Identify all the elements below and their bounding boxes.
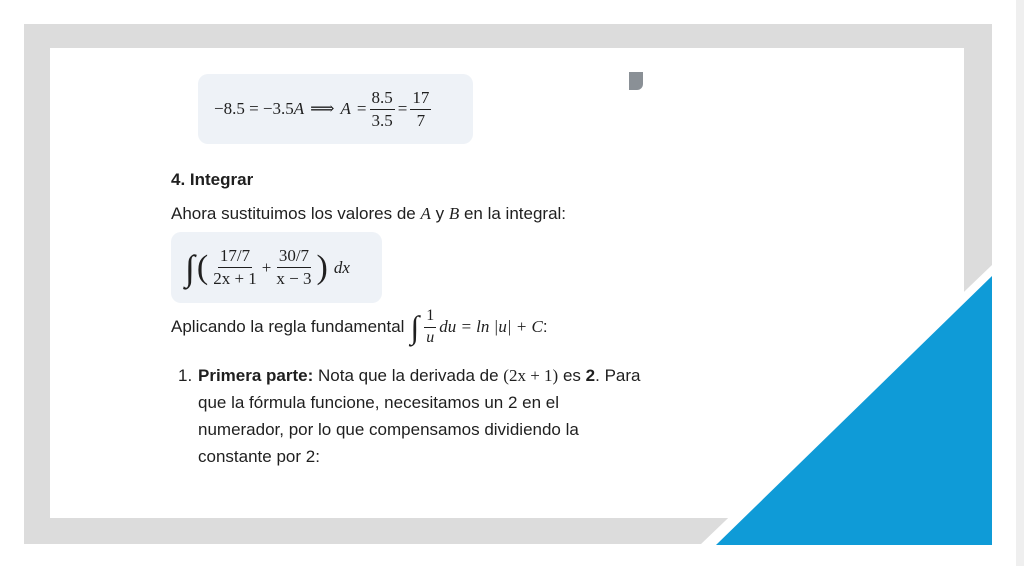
rule-fraction — [424, 308, 436, 347]
equation-fraction-1 — [370, 89, 395, 130]
intro-var-a: A — [420, 204, 431, 223]
intro-text-after: en la integral: — [463, 204, 567, 223]
list-item-math-text: (2x + 1) — [503, 366, 559, 385]
intro-text-y: y — [435, 204, 445, 223]
list-item-text-before: Nota que la derivada de — [318, 366, 499, 385]
fraction-numerator: 30/7 — [277, 247, 311, 268]
list-item-bold-value: 2 — [585, 366, 596, 385]
intro-text-before: Ahora sustituimos los valores de — [171, 204, 416, 223]
fraction-denominator: x − 3 — [276, 269, 312, 288]
equation-var-a2: A — [340, 99, 351, 118]
rule-integral-sign: ∫ — [410, 309, 420, 346]
list-item-period: . — [595, 366, 600, 385]
section-heading: 4. Integrar — [171, 170, 254, 189]
fraction-denominator: 2x + 1 — [213, 269, 257, 288]
close-paren: ) — [316, 248, 328, 286]
fraction-denominator: 3.5 — [371, 110, 393, 130]
fraction-numerator: 1 — [424, 308, 436, 328]
integral-fraction-2 — [274, 247, 313, 288]
equation-fraction-2 — [410, 89, 431, 130]
list-item-body — [198, 362, 648, 470]
scrollbar[interactable] — [1016, 0, 1024, 566]
list-item-text-rest: Para que la fórmula funcione, necesitamos un 2 en el numerador, por lo que compensamos dividiendo la constante por 2: — [198, 366, 641, 466]
rule-colon: : — [542, 317, 548, 337]
list-item — [178, 362, 648, 470]
intro-paragraph — [171, 202, 566, 226]
list-item-math — [503, 366, 558, 385]
open-paren: ( — [196, 248, 209, 286]
list-item-lead: Primera parte: — [198, 366, 314, 385]
equation-implies: ⟹ — [310, 99, 335, 118]
fraction-numerator: 8.5 — [370, 89, 395, 110]
integral-sign: ∫ — [185, 247, 195, 288]
steps-list — [178, 362, 648, 470]
plus-sign: + — [261, 257, 272, 277]
equation-block — [198, 74, 473, 144]
rule-paragraph — [171, 308, 548, 347]
intro-var-b: B — [448, 204, 460, 223]
fraction-denominator: 7 — [416, 110, 426, 130]
list-item-text-es: es — [562, 366, 581, 385]
list-item-number: 1. — [178, 366, 193, 385]
integral-block — [171, 232, 382, 303]
rule-text: Aplicando la regla fundamental — [171, 317, 405, 337]
bookmark-tab-icon — [629, 72, 643, 90]
equation-lhs: −8.5 = −3.5 — [214, 99, 294, 118]
fraction-numerator: 17/7 — [218, 247, 252, 268]
rule-formula-rest: du = ln |u| + C — [439, 317, 543, 337]
equation-equals-2: = — [397, 99, 408, 118]
fraction-numerator: 17 — [410, 89, 431, 110]
integral-fraction-1 — [211, 247, 259, 288]
equation-equals-1: = — [356, 99, 367, 118]
fraction-denominator: u — [426, 328, 435, 346]
integral-dx: dx — [333, 257, 350, 277]
equation-var-a: A — [293, 99, 305, 118]
